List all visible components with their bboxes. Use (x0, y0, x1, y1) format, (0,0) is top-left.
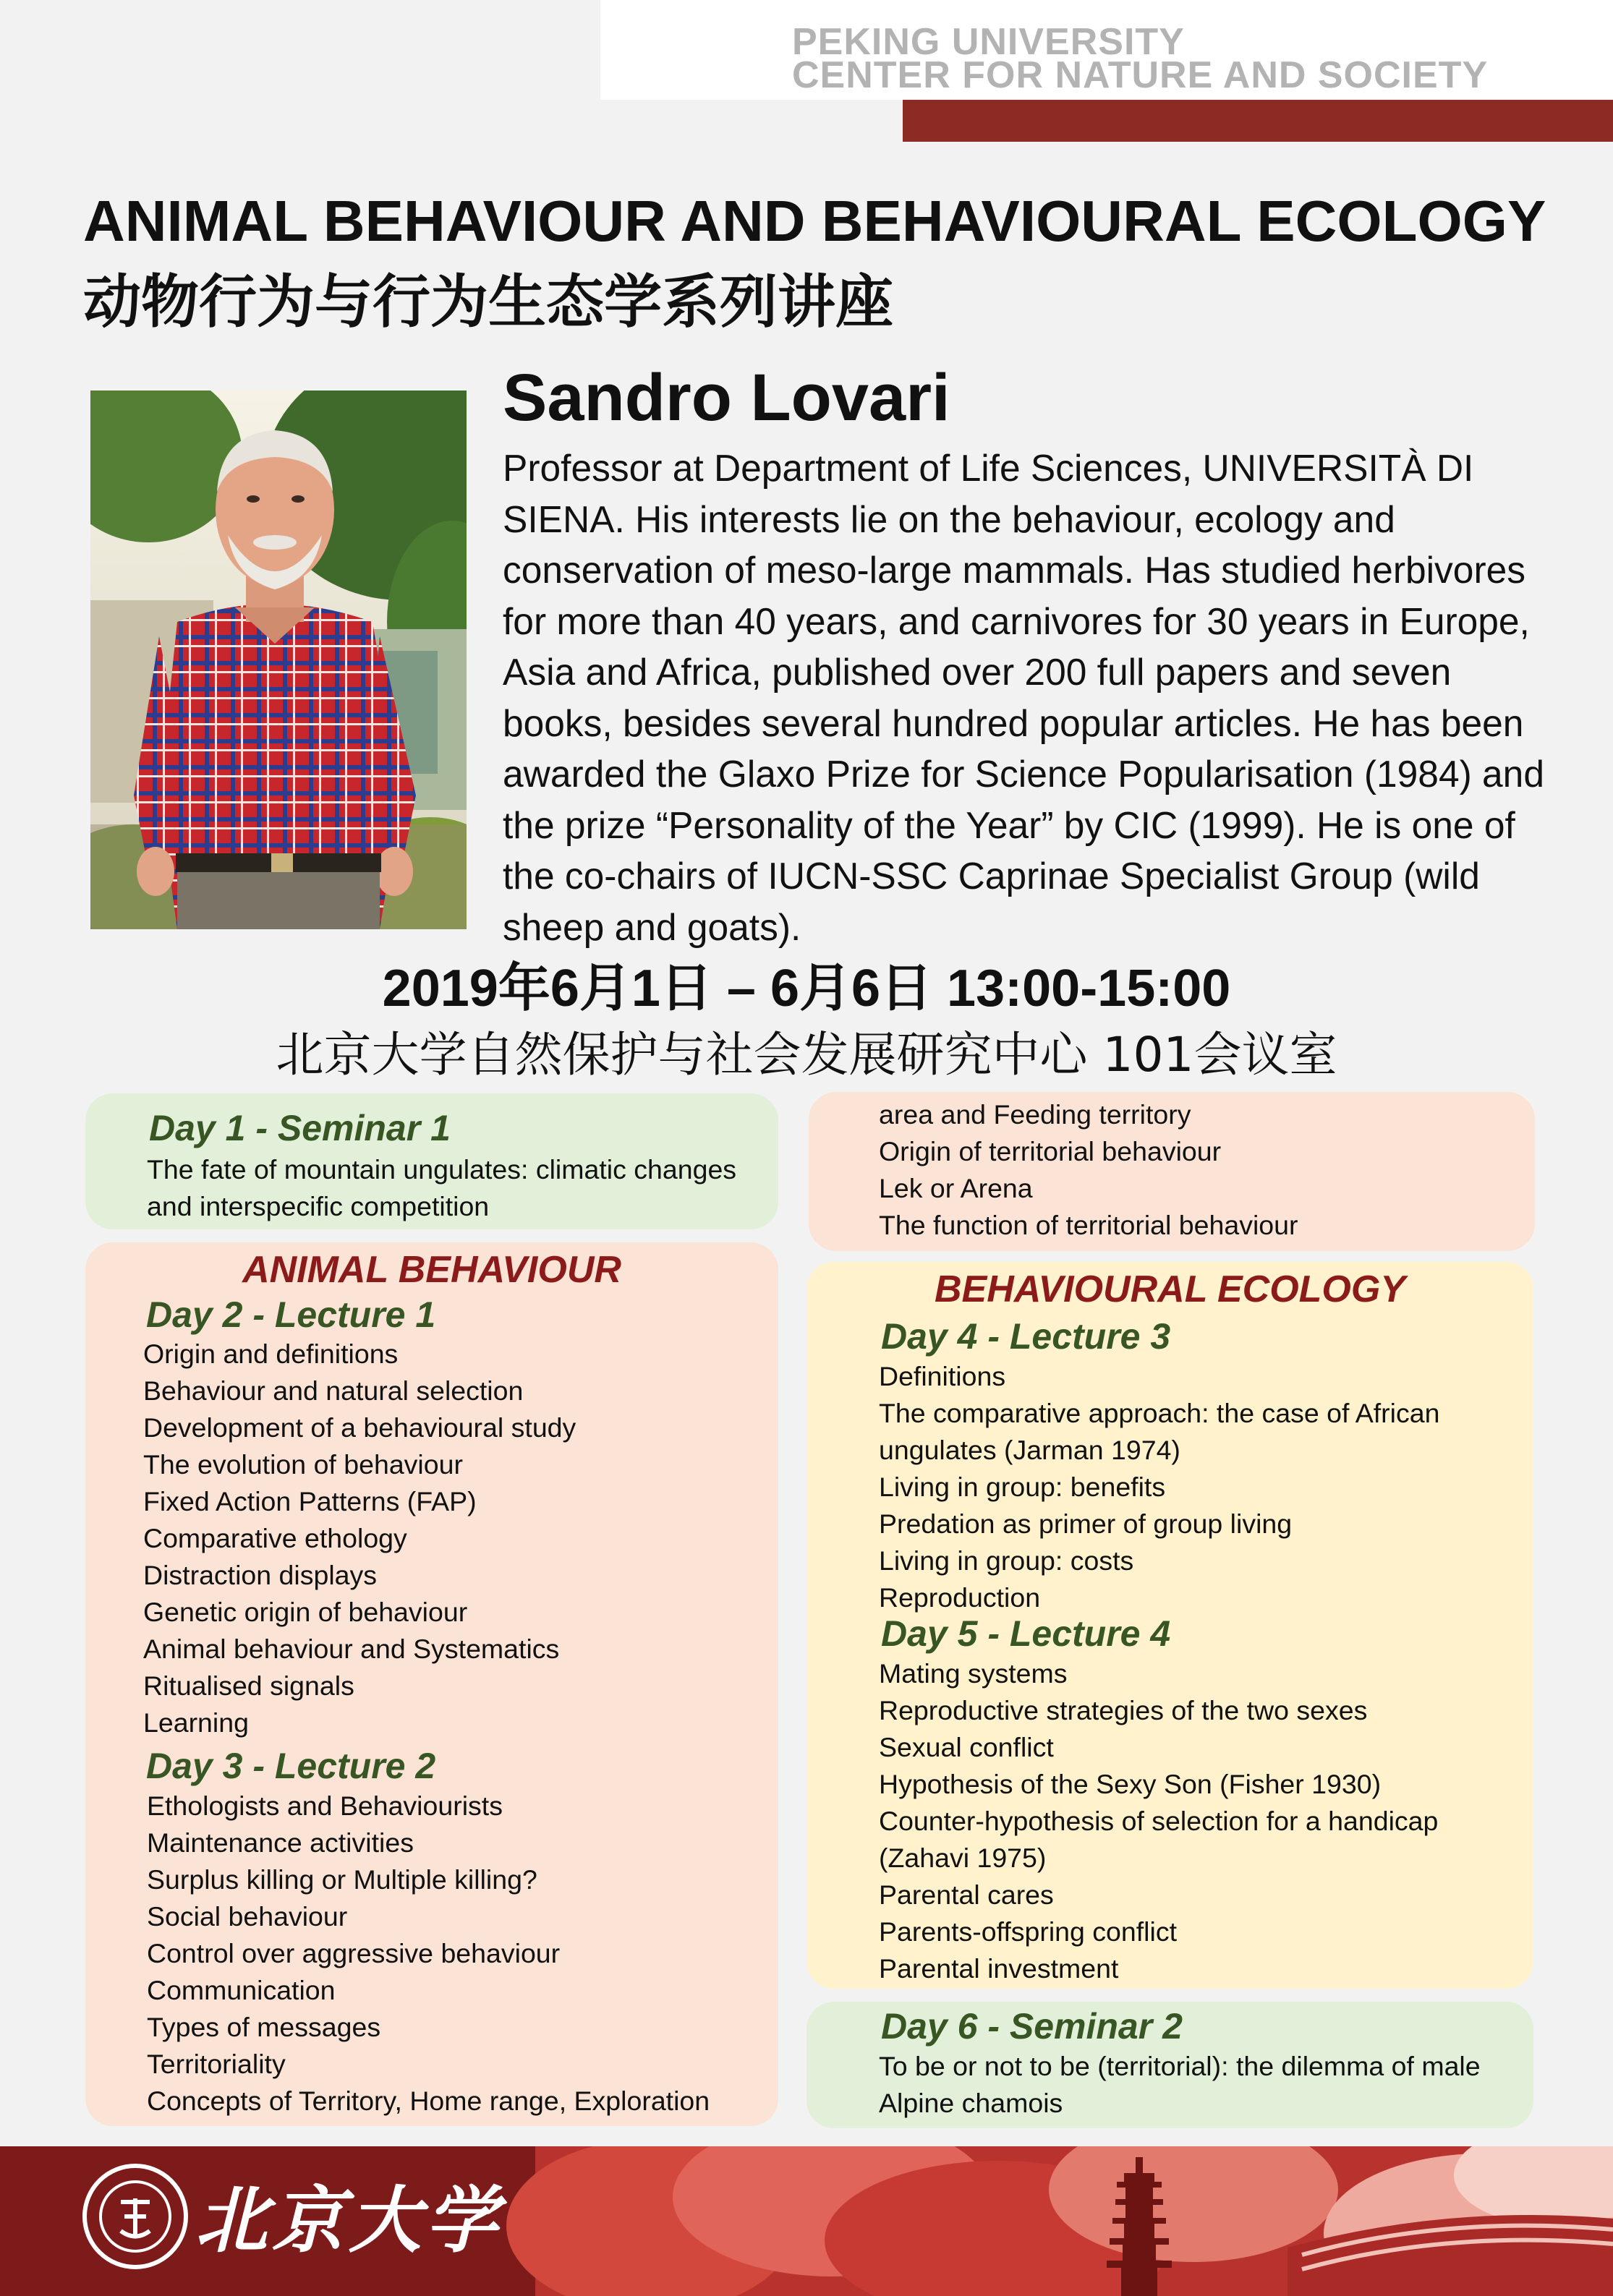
topic-item: Social behaviour (147, 1901, 348, 1932)
topic-item: Maintenance activities (147, 1827, 414, 1858)
topic-item: Learning (143, 1707, 249, 1738)
topic-item: Concepts of Territory, Home range, Exploration (147, 2086, 710, 2116)
org-name-line1: PEKING UNIVERSITY (792, 21, 1185, 63)
day1-text: The fate of mountain ungulates: climatic changes and interspecific competition (147, 1154, 737, 1221)
speaker-name: Sandro Lovari (503, 361, 950, 435)
topic-item: Reproductive strategies of the two sexes (879, 1695, 1368, 1725)
peking-university-seal (81, 2162, 190, 2271)
topic-item: Types of messages (147, 2012, 381, 2042)
topic-item: Territoriality (147, 2049, 286, 2079)
behavioural-ecology-panel (806, 1262, 1533, 1989)
topic-item: The evolution of behaviour (143, 1449, 463, 1480)
topic-item: Sexual conflict (879, 1732, 1054, 1762)
topic-item: ungulates (Jarman 1974) (879, 1435, 1180, 1465)
event-datetime: 2019年6月1日 – 6月6日 13:00-15:00 (382, 960, 1231, 1017)
topic-item: Ritualised signals (143, 1670, 354, 1701)
speaker-portrait (90, 391, 467, 929)
pagoda-icon (1099, 2157, 1179, 2296)
header-accent-bar (903, 100, 1613, 142)
topic-item: Origin and definitions (143, 1339, 399, 1369)
topic-item: Animal behaviour and Systematics (143, 1634, 560, 1664)
topic-item: Reproduction (879, 1582, 1041, 1613)
org-name-line2: CENTER FOR NATURE AND SOCIETY (792, 54, 1489, 96)
day6-heading: Day 6 - Seminar 2 (881, 2006, 1183, 2047)
topic-item: Hypothesis of the Sexy Son (Fisher 1930) (879, 1769, 1382, 1799)
topic-item: Counter-hypothesis of selection for a handicap (879, 1806, 1439, 1836)
topic-item: Behaviour and natural selection (143, 1375, 524, 1406)
day3-continued-panel (809, 1092, 1535, 1251)
day3-topic-list (147, 1788, 710, 2120)
topic-item: Lek or Arena (879, 1173, 1033, 1203)
day1-panel (85, 1093, 778, 1229)
event-venue: 北京大学自然保护与社会发展研究中心 101会议室 (276, 1027, 1337, 1083)
topic-item: Genetic origin of behaviour (143, 1597, 468, 1627)
topic-item: Surplus killing or Multiple killing? (147, 1864, 537, 1895)
topic-item: Parental investment (879, 1953, 1119, 1984)
day6-panel (806, 2002, 1533, 2128)
day6-text: To be or not to be (territorial): the dilemma of male Alpine chamois (879, 2051, 1481, 2118)
topic-item: Parental cares (879, 1879, 1054, 1910)
footer-logo-chinese: 北京大学 (195, 2177, 502, 2263)
topic-item: Development of a behavioural study (143, 1412, 576, 1443)
animal-behaviour-panel (85, 1242, 778, 2126)
speaker-bio: Professor at Department of Life Sciences, UNIVERSITÀ DI SIENA. His interests lie on the behaviour, ecology and conservation of meso-large mammals. Has studied herbivores for more than 40 years, and carnivores for 30 years in Europe, Asia and Africa, published over 200 full papers and seven books, besides several hundred popular articles. He has been awarded the Glaxo Prize for Science Popularisation (1984) and the prize “Personality of the Year” by CIC (1999). He is one of the co-chairs of IUCN-SSC Caprinae Specialist Group (wild sheep and goats). (503, 447, 1544, 948)
topic-item: Predation as primer of group living (879, 1508, 1293, 1539)
topic-item: Mating systems (879, 1658, 1068, 1689)
day3-continued-list (879, 1096, 1298, 1244)
topic-item: Communication (147, 1975, 336, 2005)
topic-item: Living in group: costs (879, 1545, 1134, 1576)
topic-item: area and Feeding territory (879, 1099, 1191, 1130)
behavioural-ecology-heading: BEHAVIOURAL ECOLOGY (934, 1268, 1405, 1310)
topic-item: Control over aggressive behaviour (147, 1938, 561, 1968)
day5-topic-list (879, 1655, 1438, 1987)
animal-behaviour-heading: ANIMAL BEHAVIOUR (242, 1249, 621, 1291)
topic-item: Comparative ethology (143, 1523, 407, 1553)
day3-heading: Day 3 - Lecture 2 (146, 1746, 436, 1786)
topic-item: Distraction displays (143, 1560, 378, 1590)
topic-item: Parents-offspring conflict (879, 1916, 1178, 1947)
series-title-chinese: 动物行为与行为生态学系列讲座 (83, 268, 893, 336)
day5-heading: Day 5 - Lecture 4 (881, 1613, 1171, 1654)
day1-heading: Day 1 - Seminar 1 (149, 1108, 451, 1148)
day4-heading: Day 4 - Lecture 3 (881, 1316, 1171, 1357)
topic-item: Living in group: benefits (879, 1472, 1166, 1502)
day2-heading: Day 2 - Lecture 1 (146, 1294, 436, 1335)
series-title-english: ANIMAL BEHAVIOUR AND BEHAVIOURAL ECOLOGY (83, 189, 1546, 253)
topic-item: The function of territorial behaviour (879, 1210, 1298, 1240)
topic-item: Origin of territorial behaviour (879, 1136, 1222, 1166)
topic-item: Definitions (879, 1361, 1006, 1391)
day2-topic-list (143, 1336, 576, 1741)
topic-item: Fixed Action Patterns (FAP) (143, 1486, 477, 1516)
topic-item: Ethologists and Behaviourists (147, 1791, 503, 1821)
topic-item: The comparative approach: the case of African (879, 1398, 1440, 1428)
topic-item: (Zahavi 1975) (879, 1843, 1047, 1873)
day4-topic-list (879, 1358, 1439, 1616)
